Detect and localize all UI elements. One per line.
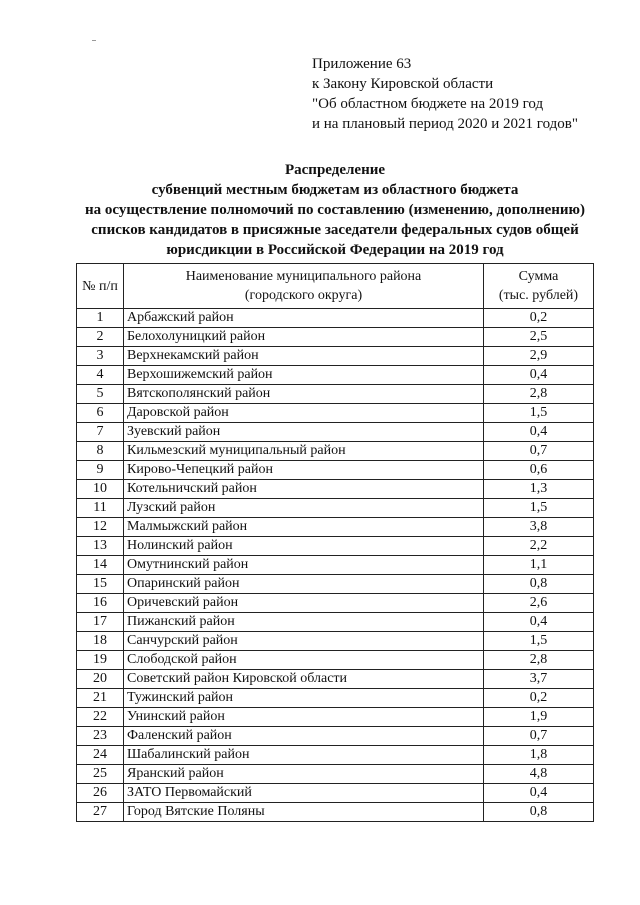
district-name: Верхнекамский район (124, 347, 484, 366)
row-number: 3 (77, 347, 124, 366)
table-row (77, 556, 594, 575)
amount: 2,5 (484, 328, 594, 347)
table-row (77, 480, 594, 499)
table-row (77, 347, 594, 366)
row-number: 12 (77, 518, 124, 537)
amount: 1,5 (484, 404, 594, 423)
header-district (124, 264, 484, 309)
district-name: Белохолуницкий район (124, 328, 484, 347)
title-line-2: субвенций местным бюджетам из областного бюджета (151, 182, 519, 198)
district-name: Санчурский район (124, 632, 484, 651)
amount: 2,8 (484, 385, 594, 404)
table-row (77, 670, 594, 689)
appendix-header (312, 54, 578, 134)
district-name: Слободской район (124, 651, 484, 670)
table-body (77, 309, 594, 822)
table-row (77, 309, 594, 328)
row-number: 19 (77, 651, 124, 670)
table-row (77, 366, 594, 385)
table-row (77, 613, 594, 632)
appendix-line-4: и на плановый период 2020 и 2021 годов" (312, 116, 578, 132)
header-sum-line-2: (тыс. рублей) (498, 288, 579, 303)
district-name: Шабалинский район (124, 746, 484, 765)
title-line-5: юрисдикции в Российской Федерации на 2019 год (166, 242, 504, 258)
row-number: 4 (77, 366, 124, 385)
amount: 0,4 (484, 423, 594, 442)
row-number: 17 (77, 613, 124, 632)
district-name: Советский район Кировской области (124, 670, 484, 689)
title-line-1: Распределение (284, 162, 386, 178)
table-row (77, 708, 594, 727)
row-number: 13 (77, 537, 124, 556)
district-name: Город Вятские Поляны (124, 803, 484, 822)
district-name: Нолинский район (124, 537, 484, 556)
district-name: Пижанский район (124, 613, 484, 632)
amount: 0,8 (484, 803, 594, 822)
appendix-line-2: к Закону Кировской области (312, 76, 494, 92)
district-name: Арбажский район (124, 309, 484, 328)
table-row (77, 784, 594, 803)
amount: 1,5 (484, 499, 594, 518)
row-number: 26 (77, 784, 124, 803)
row-number: 1 (77, 309, 124, 328)
district-name: Омутнинский район (124, 556, 484, 575)
amount: 1,3 (484, 480, 594, 499)
district-name: Зуевский район (124, 423, 484, 442)
row-number: 2 (77, 328, 124, 347)
district-name: Оричевский район (124, 594, 484, 613)
row-number: 20 (77, 670, 124, 689)
table-row (77, 385, 594, 404)
table-row (77, 632, 594, 651)
district-name: Унинский район (124, 708, 484, 727)
table-row (77, 575, 594, 594)
amount: 3,7 (484, 670, 594, 689)
row-number: 9 (77, 461, 124, 480)
row-number: 8 (77, 442, 124, 461)
table-header-row (77, 264, 594, 309)
amount: 0,7 (484, 727, 594, 746)
header-sum-line-1: Сумма (518, 269, 559, 284)
row-number: 11 (77, 499, 124, 518)
row-number: 25 (77, 765, 124, 784)
table-row (77, 499, 594, 518)
row-number: 21 (77, 689, 124, 708)
appendix-line-3: "Об областном бюджете на 2019 год (312, 96, 544, 112)
row-number: 23 (77, 727, 124, 746)
amount: 2,9 (484, 347, 594, 366)
district-name: Опаринский район (124, 575, 484, 594)
table-row (77, 404, 594, 423)
row-number: 6 (77, 404, 124, 423)
amount: 0,2 (484, 689, 594, 708)
district-name: Вятскополянский район (124, 385, 484, 404)
header-district-line-2: (городского округа) (244, 288, 363, 303)
district-name: Верхошижемский район (124, 366, 484, 385)
district-name: Малмыжский район (124, 518, 484, 537)
subvention-table (76, 263, 594, 822)
row-number: 24 (77, 746, 124, 765)
amount: 0,4 (484, 784, 594, 803)
row-number: 16 (77, 594, 124, 613)
table-row (77, 689, 594, 708)
amount: 4,8 (484, 765, 594, 784)
document-title (70, 160, 600, 260)
table-row (77, 765, 594, 784)
row-number: 22 (77, 708, 124, 727)
appendix-line-1: Приложение 63 (312, 56, 412, 72)
header-sum (484, 264, 594, 309)
amount: 3,8 (484, 518, 594, 537)
row-number: 18 (77, 632, 124, 651)
amount: 0,7 (484, 442, 594, 461)
amount: 2,8 (484, 651, 594, 670)
district-name: Котельничский район (124, 480, 484, 499)
district-name: Тужинский район (124, 689, 484, 708)
table-row (77, 518, 594, 537)
district-name: Яранский район (124, 765, 484, 784)
district-name: Даровской район (124, 404, 484, 423)
scan-speck (92, 40, 96, 41)
row-number: 7 (77, 423, 124, 442)
table-row (77, 461, 594, 480)
amount: 2,6 (484, 594, 594, 613)
table-row (77, 651, 594, 670)
district-name: ЗАТО Первомайский (124, 784, 484, 803)
table-row (77, 537, 594, 556)
district-name: Лузский район (124, 499, 484, 518)
district-name: Фаленский район (124, 727, 484, 746)
table-row (77, 594, 594, 613)
row-number: 5 (77, 385, 124, 404)
amount: 0,8 (484, 575, 594, 594)
amount: 2,2 (484, 537, 594, 556)
title-line-4: списков кандидатов в присяжные заседатели федеральных судов общей (91, 222, 579, 238)
table-row (77, 442, 594, 461)
row-number: 27 (77, 803, 124, 822)
amount: 0,6 (484, 461, 594, 480)
amount: 1,1 (484, 556, 594, 575)
table-row (77, 746, 594, 765)
row-number: 15 (77, 575, 124, 594)
table-row (77, 328, 594, 347)
row-number: 10 (77, 480, 124, 499)
row-number: 14 (77, 556, 124, 575)
amount: 1,9 (484, 708, 594, 727)
amount: 0,2 (484, 309, 594, 328)
table-row (77, 423, 594, 442)
amount: 1,5 (484, 632, 594, 651)
table-row (77, 803, 594, 822)
district-name: Кильмезский муниципальный район (124, 442, 484, 461)
district-name: Кирово-Чепецкий район (124, 461, 484, 480)
amount: 0,4 (484, 366, 594, 385)
amount: 0,4 (484, 613, 594, 632)
table-row (77, 727, 594, 746)
title-line-3: на осуществление полномочий по составлению (изменению, дополнению) (85, 202, 585, 218)
header-number: № п/п (77, 264, 124, 309)
amount: 1,8 (484, 746, 594, 765)
header-district-line-1: Наименование муниципального района (185, 269, 422, 284)
